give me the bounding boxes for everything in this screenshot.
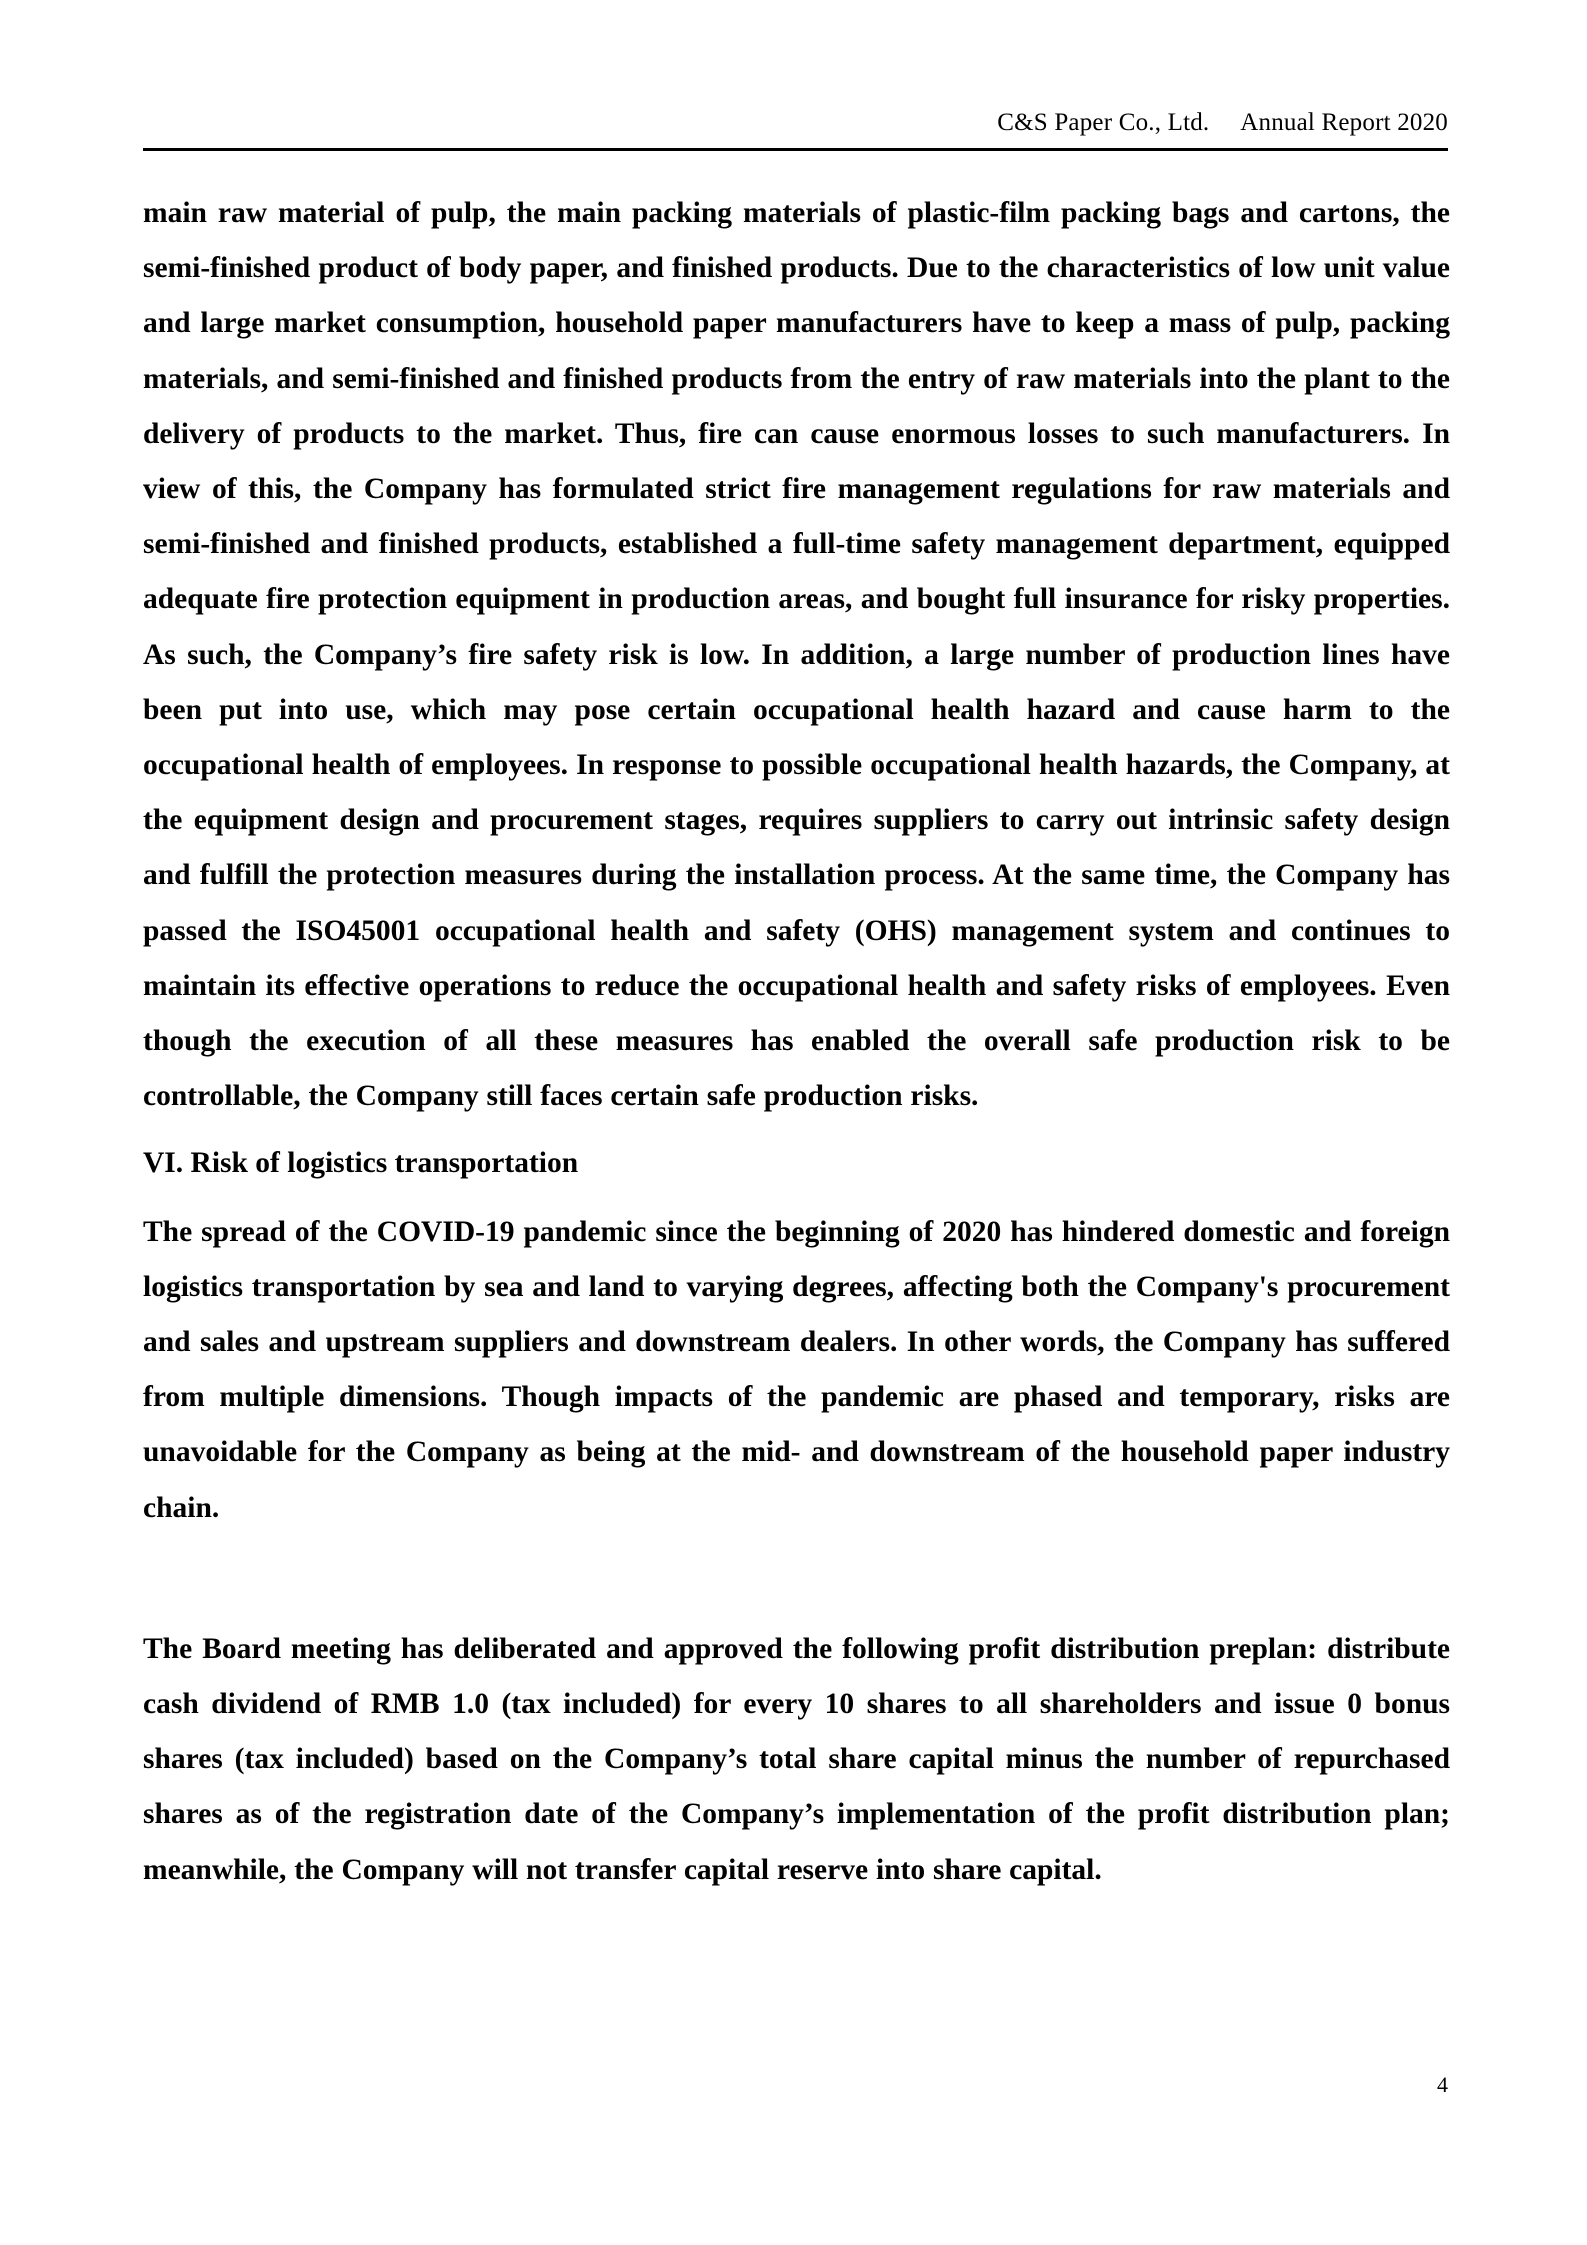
document-body: [143, 186, 1450, 1898]
header-title: C&S Paper Co., Ltd. Annual Report 2020: [997, 109, 1448, 136]
page-number: 4: [1437, 2072, 1448, 2097]
spacer: [143, 1124, 1450, 1136]
page-footer: [143, 2072, 1448, 2098]
page-header: [143, 108, 1448, 156]
section-heading-logistics-risk: VI. Risk of logistics transportation: [143, 1147, 579, 1180]
spacer-blank-line: [143, 1536, 1450, 1622]
spacer: [143, 1192, 1450, 1205]
paragraph-profit-distribution-preplan: The Board meeting has deliberated and approved the following profit distribution preplan: distribute cash dividend of RMB 1.0 (tax included) for every 10 shares to all shareholders and issue 0 bonus shares (tax included) based on the Company’s total share capital minus the number of repurchased shares as of the registration date of the Company’s implementation of the profit distribution plan; meanwhile, the Company will not transfer capital reserve into share capital.: [143, 1632, 1450, 1886]
header-divider: [143, 148, 1448, 151]
paragraph-safe-production-risk: main raw material of pulp, the main packing materials of plastic-film packing bags and cartons, the semi-finished product of body paper, and finished products. Due to the characteristics of low unit value and large market consumption, household paper manufacturers have to keep a mass of pulp, packing materials, and semi-finished and finished products from the entry of raw materials into the plant to the delivery of products to the market. Thus, fire can cause enormous losses to such manufacturers. In view of this, the Company has formulated strict fire management regulations for raw materials and semi-finished and finished products, established a full-time safety management department, equipped adequate fire protection equipment in production areas, and bought full insurance for risky properties. As such, the Company’s fire safety risk is low. In addition, a large number of production lines have been put into use, which may pose certain occupational health hazard and cause harm to the occupational health of employees. In response to possible occupational health hazards, the Company, at the equipment design and procurement stages, requires suppliers to carry out intrinsic safety design and fulfill the protection measures during the installation process. At the same time, the Company has passed the ISO45001 occupational health and safety (OHS) management system and continues to maintain its effective operations to reduce the occupational health and safety risks of employees. Even though the execution of all these measures has enabled the overall safe production risk to be controllable, the Company still faces certain safe production risks.: [143, 197, 1450, 1113]
paragraph-logistics-transportation: The spread of the COVID-19 pandemic since the beginning of 2020 has hindered domestic and foreign logistics transportation by sea and land to varying degrees, affecting both the Company's procurement and sales and upstream suppliers and downstream dealers. In other words, the Company has suffered from multiple dimensions. Though impacts of the pandemic are phased and temporary, risks are unavoidable for the Company as being at the mid- and downstream of the household paper industry chain.: [143, 1215, 1450, 1524]
